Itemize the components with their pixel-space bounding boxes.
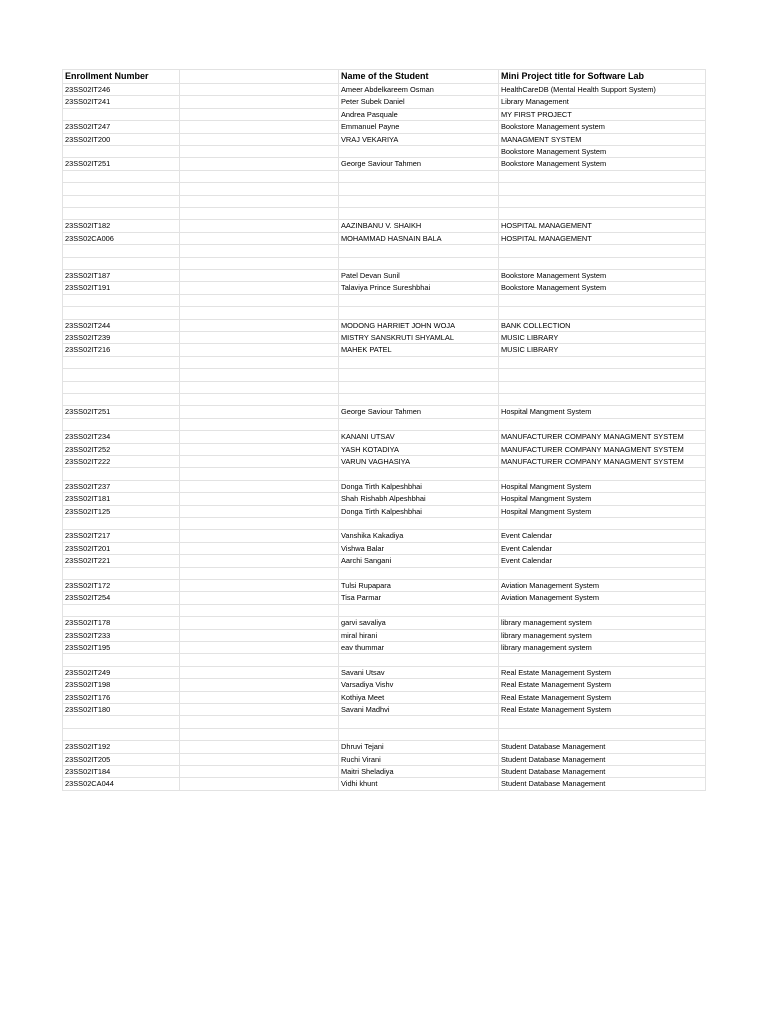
table-row bbox=[63, 468, 706, 480]
project-title-cell: MANUFACTURER COMPANY MANAGMENT SYSTEM bbox=[499, 455, 706, 467]
student-name-cell: Tulsi Rupapara bbox=[339, 580, 499, 592]
project-title-cell: Library Management bbox=[499, 96, 706, 108]
enrollment-cell: 23SS02IT217 bbox=[63, 530, 180, 542]
project-title-cell: Real Estate Management System bbox=[499, 691, 706, 703]
blank-cell bbox=[180, 294, 339, 306]
enrollment-cell bbox=[63, 468, 180, 480]
project-title-cell: library management system bbox=[499, 629, 706, 641]
enrollment-cell bbox=[63, 146, 180, 158]
student-name-cell bbox=[339, 393, 499, 405]
table-row bbox=[63, 592, 706, 604]
project-title-cell bbox=[499, 294, 706, 306]
enrollment-cell: 23SS02CA006 bbox=[63, 232, 180, 244]
table-row bbox=[63, 294, 706, 306]
student-name-cell: Varsadiya Vishv bbox=[339, 679, 499, 691]
blank-cell bbox=[180, 121, 339, 133]
enrollment-cell: 23SS02IT222 bbox=[63, 455, 180, 467]
project-title-cell bbox=[499, 195, 706, 207]
table-row bbox=[63, 84, 706, 96]
blank-cell bbox=[180, 282, 339, 294]
project-title-cell bbox=[499, 393, 706, 405]
enrollment-cell: 23SS02IT247 bbox=[63, 121, 180, 133]
student-name-cell bbox=[339, 307, 499, 319]
enrollment-cell: 23SS02IT239 bbox=[63, 332, 180, 344]
blank-cell bbox=[180, 691, 339, 703]
project-title-cell bbox=[499, 381, 706, 393]
enrollment-cell bbox=[63, 307, 180, 319]
blank-cell bbox=[180, 332, 339, 344]
enrollment-cell: 23SS02IT178 bbox=[63, 617, 180, 629]
table-row bbox=[63, 282, 706, 294]
student-name-cell: Donga Tirth Kalpeshbhai bbox=[339, 480, 499, 492]
enrollment-cell: 23SS02IT249 bbox=[63, 666, 180, 678]
table-row bbox=[63, 530, 706, 542]
student-name-cell bbox=[339, 716, 499, 728]
student-name-cell: MISTRY SANSKRUTI SHYAMLAL bbox=[339, 332, 499, 344]
table-row bbox=[63, 629, 706, 641]
project-title-cell: HOSPITAL MANAGEMENT bbox=[499, 220, 706, 232]
enrollment-cell bbox=[63, 369, 180, 381]
table-row bbox=[63, 542, 706, 554]
blank-cell bbox=[180, 257, 339, 269]
blank-cell bbox=[180, 741, 339, 753]
table-row bbox=[63, 431, 706, 443]
enrollment-cell bbox=[63, 356, 180, 368]
blank-cell bbox=[180, 108, 339, 120]
project-title-cell: Bookstore Management System bbox=[499, 158, 706, 170]
enrollment-cell: 23SS02IT237 bbox=[63, 480, 180, 492]
table-row bbox=[63, 332, 706, 344]
student-name-cell: Peter Subek Daniel bbox=[339, 96, 499, 108]
project-title-cell: Real Estate Management System bbox=[499, 704, 706, 716]
student-name-cell: Vishwa Balar bbox=[339, 542, 499, 554]
enrollment-cell bbox=[63, 418, 180, 430]
student-name-cell: George Saviour Tahmen bbox=[339, 406, 499, 418]
blank-cell bbox=[180, 468, 339, 480]
student-name-cell: YASH KOTADIYA bbox=[339, 443, 499, 455]
blank-cell bbox=[180, 133, 339, 145]
enrollment-cell: 23SS02IT180 bbox=[63, 704, 180, 716]
blank-cell bbox=[180, 542, 339, 554]
enrollment-cell bbox=[63, 728, 180, 740]
enrollment-cell bbox=[63, 195, 180, 207]
table-row bbox=[63, 208, 706, 220]
enrollment-cell: 23SS02IT184 bbox=[63, 766, 180, 778]
blank-cell bbox=[180, 567, 339, 579]
table-row bbox=[63, 505, 706, 517]
student-name-cell: Savani Madhvi bbox=[339, 704, 499, 716]
blank-cell bbox=[180, 406, 339, 418]
student-name-cell bbox=[339, 381, 499, 393]
table-row bbox=[63, 518, 706, 530]
table-row bbox=[63, 356, 706, 368]
table-row bbox=[63, 121, 706, 133]
table-row bbox=[63, 232, 706, 244]
enrollment-cell: 23SS02IT251 bbox=[63, 158, 180, 170]
project-title-cell: Aviation Management System bbox=[499, 592, 706, 604]
enrollment-cell: 23SS02IT234 bbox=[63, 431, 180, 443]
enrollment-cell bbox=[63, 393, 180, 405]
blank-cell bbox=[180, 728, 339, 740]
blank-cell bbox=[180, 307, 339, 319]
project-title-cell: Bookstore Management system bbox=[499, 121, 706, 133]
project-title-cell bbox=[499, 369, 706, 381]
student-name-cell: Savani Utsav bbox=[339, 666, 499, 678]
blank-cell bbox=[180, 716, 339, 728]
project-title-cell: Event Calendar bbox=[499, 555, 706, 567]
project-title-cell bbox=[499, 208, 706, 220]
table-row bbox=[63, 369, 706, 381]
enrollment-cell bbox=[63, 294, 180, 306]
enrollment-cell: 23SS02IT251 bbox=[63, 406, 180, 418]
student-name-cell bbox=[339, 604, 499, 616]
enrollment-cell: 23SS02IT187 bbox=[63, 270, 180, 282]
enrollment-cell: 23SS02IT181 bbox=[63, 493, 180, 505]
blank-cell bbox=[180, 555, 339, 567]
blank-cell bbox=[180, 480, 339, 492]
enrollment-cell: 23SS02IT201 bbox=[63, 542, 180, 554]
student-name-cell bbox=[339, 468, 499, 480]
student-name-cell bbox=[339, 654, 499, 666]
student-name-cell bbox=[339, 245, 499, 257]
sheet-body bbox=[63, 70, 706, 791]
table-row bbox=[63, 555, 706, 567]
project-title-cell bbox=[499, 654, 706, 666]
enrollment-cell bbox=[63, 518, 180, 530]
header-student-name: Name of the Student bbox=[339, 70, 499, 84]
enrollment-cell: 23SS02IT254 bbox=[63, 592, 180, 604]
student-name-cell bbox=[339, 418, 499, 430]
project-title-cell bbox=[499, 307, 706, 319]
project-title-cell: Student Database Management bbox=[499, 753, 706, 765]
project-title-cell bbox=[499, 356, 706, 368]
blank-cell bbox=[180, 766, 339, 778]
project-title-cell: Event Calendar bbox=[499, 542, 706, 554]
student-name-cell: Shah Rishabh Alpeshbhai bbox=[339, 493, 499, 505]
enrollment-cell: 23SS02IT246 bbox=[63, 84, 180, 96]
blank-cell bbox=[180, 455, 339, 467]
table-row bbox=[63, 96, 706, 108]
project-title-cell: Hospital Mangment System bbox=[499, 480, 706, 492]
enrollment-cell bbox=[63, 567, 180, 579]
enrollment-cell: 23SS02IT233 bbox=[63, 629, 180, 641]
enrollment-cell: 23SS02IT191 bbox=[63, 282, 180, 294]
table-row bbox=[63, 319, 706, 331]
project-sheet-table bbox=[62, 69, 706, 791]
blank-cell bbox=[180, 518, 339, 530]
table-row bbox=[63, 567, 706, 579]
student-name-cell bbox=[339, 518, 499, 530]
project-title-cell: Student Database Management bbox=[499, 778, 706, 790]
blank-cell bbox=[180, 753, 339, 765]
project-title-cell: MY FIRST PROJECT bbox=[499, 108, 706, 120]
project-title-cell bbox=[499, 604, 706, 616]
table-row bbox=[63, 604, 706, 616]
header-enrollment-number: Enrollment Number bbox=[63, 70, 180, 84]
table-row bbox=[63, 617, 706, 629]
enrollment-cell: 23SS02IT192 bbox=[63, 741, 180, 753]
student-name-cell: miral hirani bbox=[339, 629, 499, 641]
project-title-cell: Hospital Mangment System bbox=[499, 406, 706, 418]
project-title-cell: library management system bbox=[499, 617, 706, 629]
blank-cell bbox=[180, 195, 339, 207]
enrollment-cell: 23SS02IT252 bbox=[63, 443, 180, 455]
student-name-cell: Donga Tirth Kalpeshbhai bbox=[339, 505, 499, 517]
blank-cell bbox=[180, 183, 339, 195]
table-row bbox=[63, 158, 706, 170]
student-name-cell bbox=[339, 257, 499, 269]
table-row bbox=[63, 307, 706, 319]
blank-cell bbox=[180, 220, 339, 232]
project-title-cell: Event Calendar bbox=[499, 530, 706, 542]
enrollment-cell: 23SS02IT200 bbox=[63, 133, 180, 145]
blank-cell bbox=[180, 146, 339, 158]
blank-cell bbox=[180, 443, 339, 455]
enrollment-cell: 23SS02IT216 bbox=[63, 344, 180, 356]
project-title-cell: Bookstore Management System bbox=[499, 282, 706, 294]
blank-cell bbox=[180, 505, 339, 517]
blank-cell bbox=[180, 629, 339, 641]
table-row bbox=[63, 418, 706, 430]
enrollment-cell: 23SS02IT172 bbox=[63, 580, 180, 592]
project-title-cell bbox=[499, 257, 706, 269]
table-row bbox=[63, 443, 706, 455]
blank-cell bbox=[180, 418, 339, 430]
enrollment-cell: 23SS02IT241 bbox=[63, 96, 180, 108]
project-title-cell: HealthCareDB (Mental Health Support System) bbox=[499, 84, 706, 96]
project-title-cell: HOSPITAL MANAGEMENT bbox=[499, 232, 706, 244]
student-name-cell: Patel Devan Sunil bbox=[339, 270, 499, 282]
enrollment-cell bbox=[63, 716, 180, 728]
table-row bbox=[63, 183, 706, 195]
blank-cell bbox=[180, 431, 339, 443]
table-row bbox=[63, 133, 706, 145]
table-row bbox=[63, 493, 706, 505]
project-title-cell: Hospital Mangment System bbox=[499, 505, 706, 517]
blank-cell bbox=[180, 96, 339, 108]
table-row bbox=[63, 270, 706, 282]
project-title-cell: MANAGMENT SYSTEM bbox=[499, 133, 706, 145]
enrollment-cell bbox=[63, 108, 180, 120]
project-title-cell: Student Database Management bbox=[499, 741, 706, 753]
blank-cell bbox=[180, 530, 339, 542]
student-name-cell bbox=[339, 294, 499, 306]
student-name-cell: AAZINBANU V. SHAIKH bbox=[339, 220, 499, 232]
enrollment-cell: 23SS02IT221 bbox=[63, 555, 180, 567]
enrollment-cell: 23SS02IT182 bbox=[63, 220, 180, 232]
project-title-cell bbox=[499, 170, 706, 182]
student-name-cell: MAHEK PATEL bbox=[339, 344, 499, 356]
enrollment-cell bbox=[63, 183, 180, 195]
project-title-cell: library management system bbox=[499, 642, 706, 654]
project-title-cell: Student Database Management bbox=[499, 766, 706, 778]
header-row bbox=[63, 70, 706, 84]
table-row bbox=[63, 642, 706, 654]
table-row bbox=[63, 753, 706, 765]
project-title-cell: BANK COLLECTION bbox=[499, 319, 706, 331]
project-title-cell bbox=[499, 418, 706, 430]
student-name-cell: VARUN VAGHASIYA bbox=[339, 455, 499, 467]
enrollment-cell: 23SS02CA044 bbox=[63, 778, 180, 790]
blank-cell bbox=[180, 245, 339, 257]
student-name-cell bbox=[339, 208, 499, 220]
student-name-cell: VRAJ VEKARIYA bbox=[339, 133, 499, 145]
student-name-cell: eav thummar bbox=[339, 642, 499, 654]
blank-cell bbox=[180, 270, 339, 282]
project-title-cell: MUSIC LIBRARY bbox=[499, 344, 706, 356]
table-row bbox=[63, 679, 706, 691]
table-row bbox=[63, 741, 706, 753]
blank-cell bbox=[180, 654, 339, 666]
table-row bbox=[63, 344, 706, 356]
project-title-cell bbox=[499, 567, 706, 579]
student-name-cell: Talaviya Prince Sureshbhai bbox=[339, 282, 499, 294]
project-title-cell: Bookstore Management System bbox=[499, 270, 706, 282]
student-name-cell bbox=[339, 728, 499, 740]
student-name-cell: Emmanuel Payne bbox=[339, 121, 499, 133]
table-row bbox=[63, 580, 706, 592]
enrollment-cell bbox=[63, 381, 180, 393]
student-name-cell: KANANI UTSAV bbox=[339, 431, 499, 443]
header-blank-column bbox=[180, 70, 339, 84]
blank-cell bbox=[180, 666, 339, 678]
student-name-cell: Ruchi Virani bbox=[339, 753, 499, 765]
student-name-cell: George Saviour Tahmen bbox=[339, 158, 499, 170]
student-name-cell: MODONG HARRIET JOHN WOJA bbox=[339, 319, 499, 331]
student-name-cell: Vidhi khunt bbox=[339, 778, 499, 790]
table-row bbox=[63, 146, 706, 158]
table-row bbox=[63, 766, 706, 778]
blank-cell bbox=[180, 580, 339, 592]
blank-cell bbox=[180, 604, 339, 616]
enrollment-cell: 23SS02IT195 bbox=[63, 642, 180, 654]
blank-cell bbox=[180, 778, 339, 790]
table-row bbox=[63, 704, 706, 716]
blank-cell bbox=[180, 617, 339, 629]
student-name-cell: garvi savaliya bbox=[339, 617, 499, 629]
student-name-cell bbox=[339, 195, 499, 207]
student-name-cell: Kothiya Meet bbox=[339, 691, 499, 703]
table-row bbox=[63, 778, 706, 790]
enrollment-cell: 23SS02IT198 bbox=[63, 679, 180, 691]
student-name-cell: MOHAMMAD HASNAIN BALA bbox=[339, 232, 499, 244]
project-title-cell: Bookstore Management System bbox=[499, 146, 706, 158]
project-title-cell: MANUFACTURER COMPANY MANAGMENT SYSTEM bbox=[499, 431, 706, 443]
enrollment-cell bbox=[63, 208, 180, 220]
student-name-cell: Maitri Sheladiya bbox=[339, 766, 499, 778]
table-row bbox=[63, 716, 706, 728]
blank-cell bbox=[180, 679, 339, 691]
blank-cell bbox=[180, 170, 339, 182]
student-name-cell: Tisa Parmar bbox=[339, 592, 499, 604]
enrollment-cell: 23SS02IT205 bbox=[63, 753, 180, 765]
table-row bbox=[63, 220, 706, 232]
student-name-cell bbox=[339, 369, 499, 381]
table-row bbox=[63, 393, 706, 405]
blank-cell bbox=[180, 393, 339, 405]
table-row bbox=[63, 654, 706, 666]
blank-cell bbox=[180, 704, 339, 716]
student-name-cell: Vanshika Kakadiya bbox=[339, 530, 499, 542]
project-title-cell bbox=[499, 518, 706, 530]
student-name-cell bbox=[339, 146, 499, 158]
blank-cell bbox=[180, 493, 339, 505]
blank-cell bbox=[180, 344, 339, 356]
blank-cell bbox=[180, 592, 339, 604]
blank-cell bbox=[180, 232, 339, 244]
student-name-cell: Aarchi Sangani bbox=[339, 555, 499, 567]
table-row bbox=[63, 406, 706, 418]
project-title-cell bbox=[499, 183, 706, 195]
blank-cell bbox=[180, 158, 339, 170]
header-project-title: Mini Project title for Software Lab bbox=[499, 70, 706, 84]
enrollment-cell bbox=[63, 170, 180, 182]
student-name-cell: Dhruvi Tejani bbox=[339, 741, 499, 753]
table-row bbox=[63, 257, 706, 269]
blank-cell bbox=[180, 319, 339, 331]
project-title-cell: MUSIC LIBRARY bbox=[499, 332, 706, 344]
blank-cell bbox=[180, 356, 339, 368]
project-title-cell bbox=[499, 245, 706, 257]
student-name-cell bbox=[339, 183, 499, 195]
project-title-cell bbox=[499, 468, 706, 480]
blank-cell bbox=[180, 369, 339, 381]
enrollment-cell: 23SS02IT125 bbox=[63, 505, 180, 517]
table-row bbox=[63, 195, 706, 207]
project-title-cell: Real Estate Management System bbox=[499, 679, 706, 691]
blank-cell bbox=[180, 84, 339, 96]
table-row bbox=[63, 728, 706, 740]
table-row bbox=[63, 170, 706, 182]
enrollment-cell bbox=[63, 654, 180, 666]
table-row bbox=[63, 691, 706, 703]
project-title-cell: MANUFACTURER COMPANY MANAGMENT SYSTEM bbox=[499, 443, 706, 455]
student-name-cell bbox=[339, 170, 499, 182]
table-row bbox=[63, 381, 706, 393]
table-row bbox=[63, 245, 706, 257]
student-name-cell bbox=[339, 356, 499, 368]
student-name-cell: Ameer Abdelkareem Osman bbox=[339, 84, 499, 96]
blank-cell bbox=[180, 208, 339, 220]
project-title-cell: Hospital Mangment System bbox=[499, 493, 706, 505]
project-title-cell: Aviation Management System bbox=[499, 580, 706, 592]
project-title-cell: Real Estate Management System bbox=[499, 666, 706, 678]
enrollment-cell bbox=[63, 604, 180, 616]
enrollment-cell bbox=[63, 257, 180, 269]
enrollment-cell: 23SS02IT176 bbox=[63, 691, 180, 703]
project-title-cell bbox=[499, 728, 706, 740]
blank-cell bbox=[180, 642, 339, 654]
student-name-cell: Andrea Pasquale bbox=[339, 108, 499, 120]
project-title-cell bbox=[499, 716, 706, 728]
table-row bbox=[63, 666, 706, 678]
student-name-cell bbox=[339, 567, 499, 579]
table-row bbox=[63, 455, 706, 467]
table-row bbox=[63, 480, 706, 492]
enrollment-cell bbox=[63, 245, 180, 257]
table-row bbox=[63, 108, 706, 120]
blank-cell bbox=[180, 381, 339, 393]
enrollment-cell: 23SS02IT244 bbox=[63, 319, 180, 331]
